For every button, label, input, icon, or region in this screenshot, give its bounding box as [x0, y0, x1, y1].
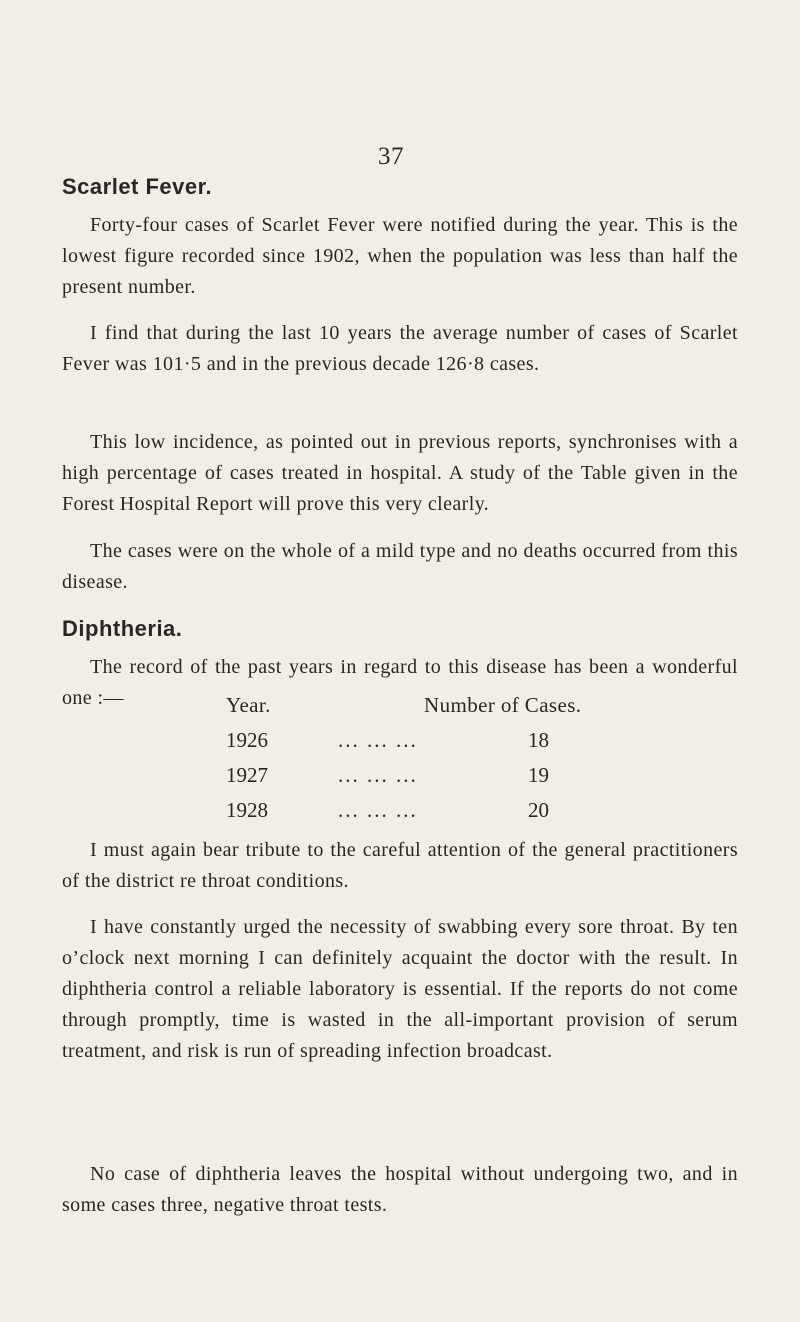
diphtheria-paragraph-2: I have constantly urged the necessity of swabbing every sore throat. By ten o’clock next morning I can definitely acquaint the doctor with the result. In diphtheria control a reliable laboratory is essential. If the reports do not come through promptly, time is wasted in the all-important provision of serum treatment, and risk is run of spreading infection broadcast. — [62, 916, 738, 1062]
table-row-cases: 19 — [528, 763, 549, 787]
table-row-year: 1926 — [226, 728, 268, 752]
table-row-leader: ... ... ... — [338, 798, 418, 822]
table-row — [226, 728, 556, 762]
diphtheria-intro: The record of the past years in regard to this disease has been a wonderful one :— — [62, 656, 738, 709]
page-number: 37 — [378, 143, 404, 170]
scarlet-fever-paragraph-3: This low incidence, as pointed out in previous reports, synchronises with a high percentage of cases treated in hospital. A study of the Table given in the Forest Hospital Report will prove this very clearly. — [62, 431, 738, 515]
table-row-year: 1927 — [226, 763, 268, 787]
table-row-cases: 20 — [528, 798, 549, 822]
scarlet-fever-heading: Scarlet Fever. — [62, 174, 213, 199]
table-row-year: 1928 — [226, 798, 268, 822]
scarlet-fever-paragraph-2: I find that during the last 10 years the average number of cases of Scarlet Fever was 101·5 and in the previous decade 126·8 cases. — [62, 322, 738, 375]
scarlet-fever-paragraph-4: The cases were on the whole of a mild type and no deaths occurred from this disease. — [62, 540, 738, 593]
scarlet-fever-paragraph-1: Forty-four cases of Scarlet Fever were notified during the year. This is the lowest figure recorded since 1902, when the population was less than half the present number. — [62, 214, 738, 298]
table-row — [226, 798, 556, 832]
table-row-leader: ... ... ... — [338, 763, 418, 787]
diphtheria-paragraph-3: No case of diphtheria leaves the hospital without undergoing two, and in some cases three, negative throat tests. — [62, 1163, 738, 1216]
diphtheria-heading: Diphtheria. — [62, 616, 183, 641]
diphtheria-paragraph-1: I must again bear tribute to the careful attention of the general practitioners of the district re throat conditions. — [62, 839, 738, 892]
table-row-cases: 18 — [528, 728, 549, 752]
table-header-year: Year. — [226, 693, 271, 717]
table-row-leader: ... ... ... — [338, 728, 418, 752]
table-row — [226, 763, 556, 797]
table-header-cases: Number of Cases. — [424, 693, 582, 717]
